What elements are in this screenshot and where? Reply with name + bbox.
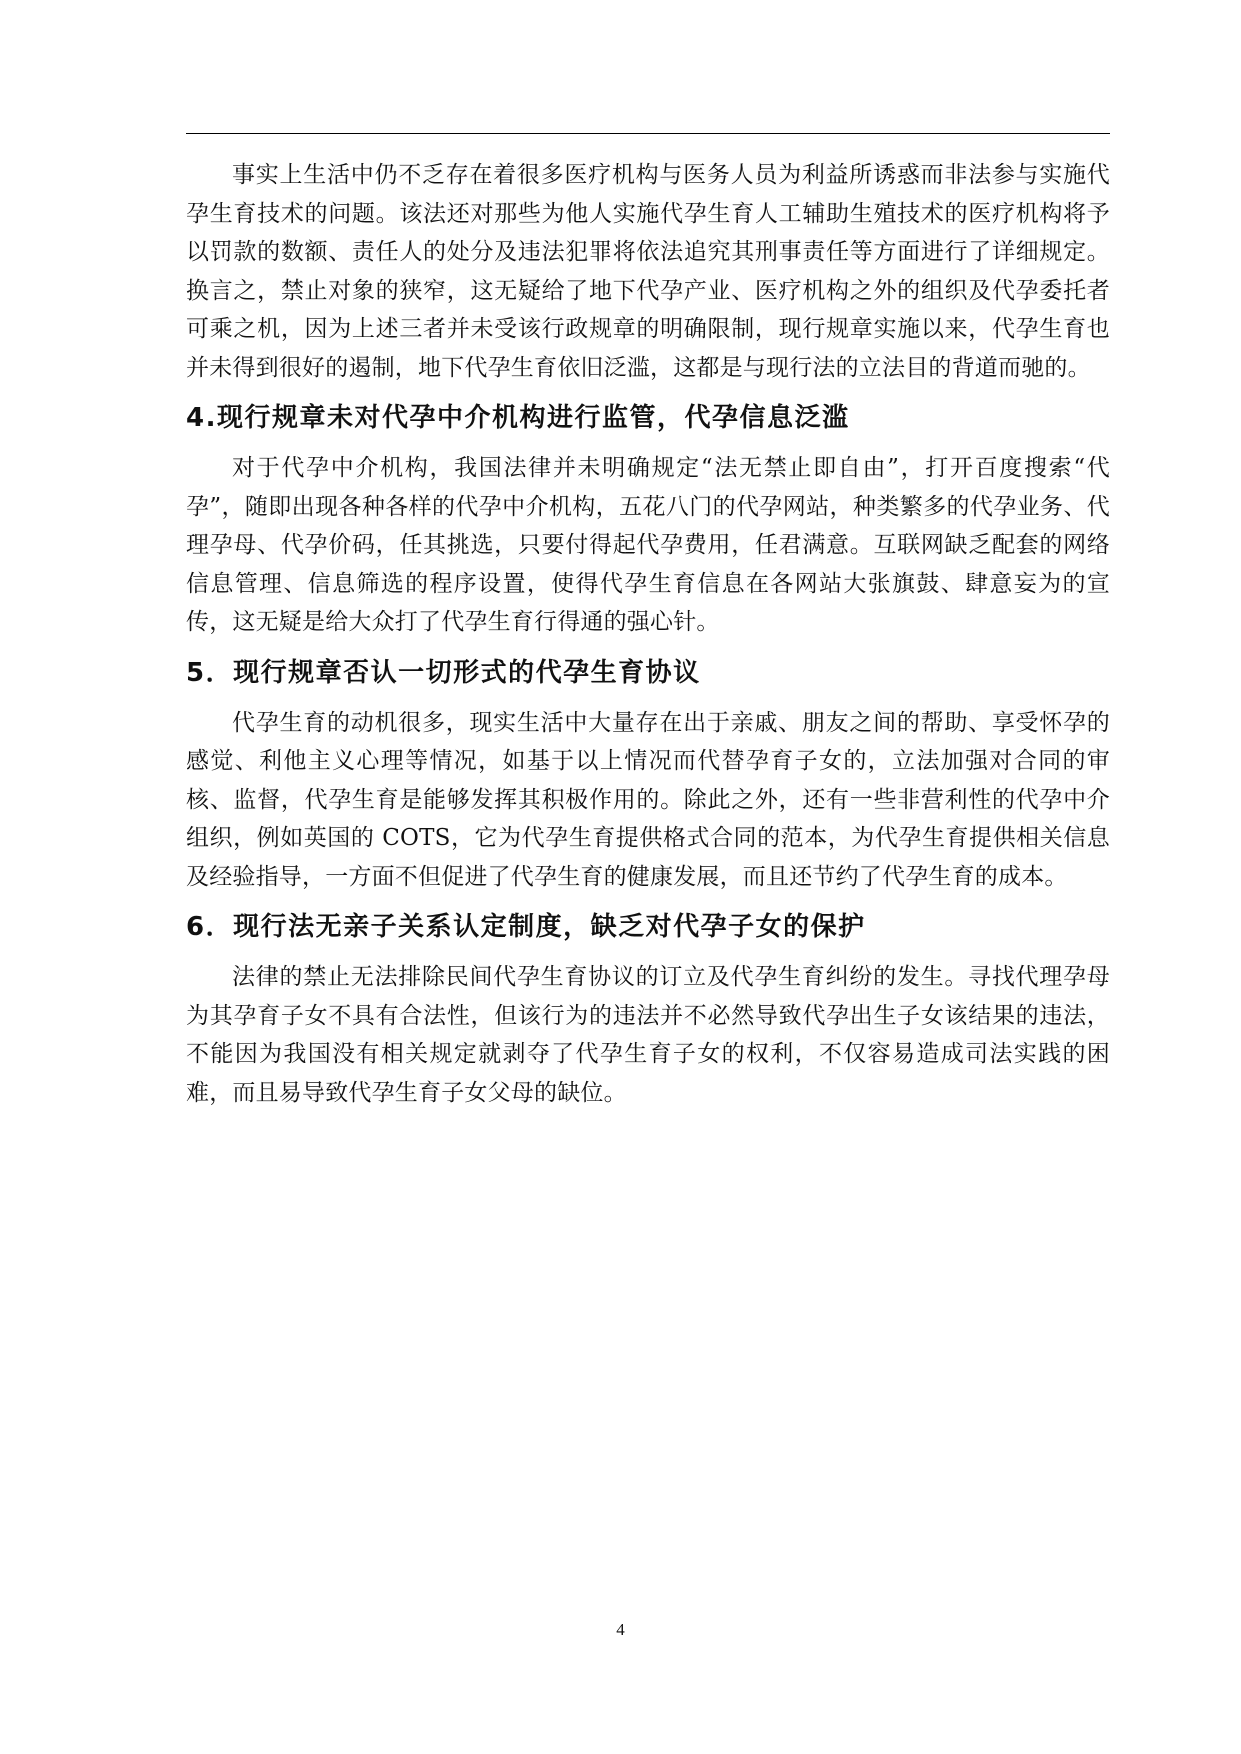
section-heading: 4.现行规章未对代孕中介机构进行监管，代孕信息泛滥 bbox=[186, 403, 850, 433]
body-paragraph: 对于代孕中介机构，我国法律并未明确规定“法无禁止即自由”，打开百度搜索“代孕”，随即出现各种各样的代孕中介机构，五花八门的代孕网站，种类繁多的代孕业务、代理孕母、代孕价码，任其挑选，只要付得起代孕费用，任君满意。互联网缺乏配套的网络信息管理、信息筛选的程序设置，使得代孕生育信息在各网站大张旗鼓、肆意妄为的宣传，这无疑是给大众打了代孕生育行得通的强心针。 bbox=[186, 455, 1110, 635]
section-heading: 5．现行规章否认一切形式的代孕生育协议 bbox=[186, 657, 701, 688]
body-paragraph: 法律的禁止无法排除民间代孕生育协议的订立及代孕生育纠纷的发生。寻找代理孕母为其孕育子女不具有合法性，但该行为的违法并不必然导致代孕出生子女该结果的违法，不能因为我国没有相关规定就剥夺了代孕生育子女的权利，不仅容易造成司法实践的困难，而且易导致代孕生育子女父母的缺位。 bbox=[186, 964, 1110, 1106]
body-paragraph: 事实上生活中仍不乏存在着很多医疗机构与医务人员为利益所诱惑而非法参与实施代孕生育技术的问题。该法还对那些为他人实施代孕生育人工辅助生殖技术的医疗机构将予以罚款的数额、责任人的处分及违法犯罪将依法追究其刑事责任等方面进行了详细规定。换言之，禁止对象的狭窄，这无疑给了地下代孕产业、医疗机构之外的组织及代孕委托者可乘之机，因为上述三者并未受该行政规章的明确限制，现行规章实施以来，代孕生育也并未得到很好的遏制，地下代孕生育依旧泛滥，这都是与现行法的立法目的背道而驰的。 bbox=[186, 162, 1110, 381]
page-body bbox=[186, 148, 1110, 1112]
header-rule bbox=[186, 133, 1110, 134]
page-number: 4 bbox=[616, 1620, 625, 1639]
section-heading: 6．现行法无亲子关系认定制度，缺乏对代孕子女的保护 bbox=[186, 912, 866, 942]
body-paragraph: 代孕生育的动机很多，现实生活中大量存在出于亲戚、朋友之间的帮助、享受怀孕的感觉、利他主义心理等情况，如基于以上情况而代替孕育子女的，立法加强对合同的审核、监督，代孕生育是能够发挥其积极作用的。除此之外，还有一些非营利性的代孕中介组织，例如英国的 COTS，它为代孕生育提供格式合同的范本，为代孕生育提供相关信息及经验指导，一方面不但促进了代孕生育的健康发展，而且还节约了代孕生育的成本。 bbox=[186, 709, 1110, 890]
